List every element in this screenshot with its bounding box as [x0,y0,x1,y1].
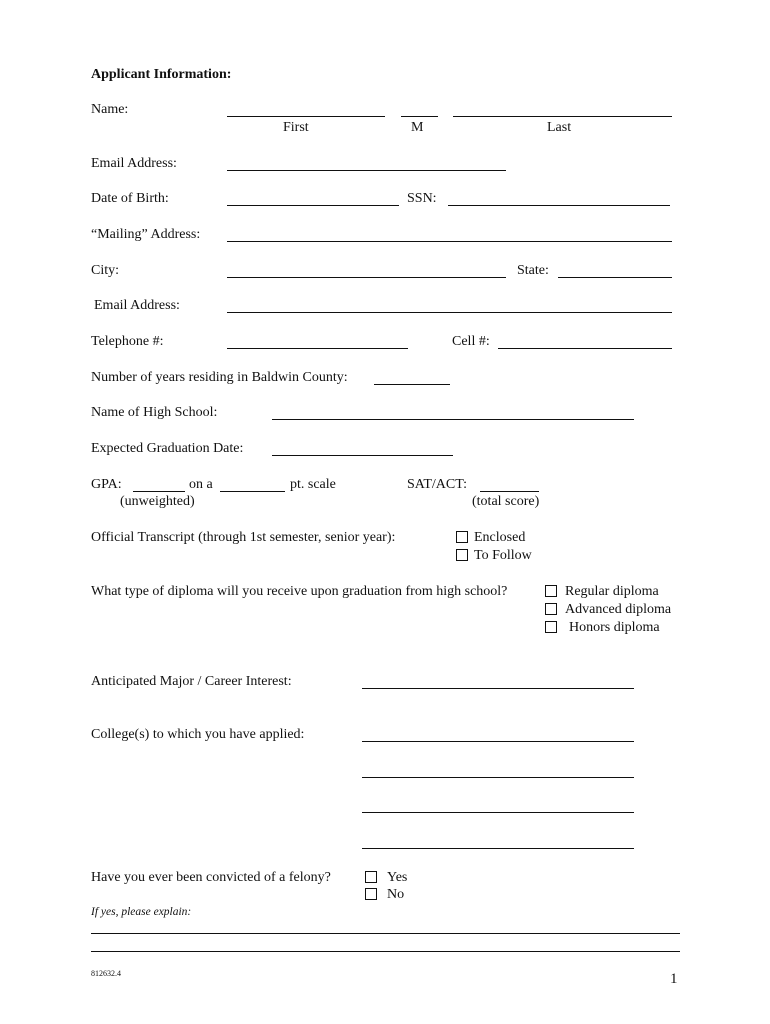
transcript-label: Official Transcript (through 1st semester, senior year): [91,530,396,545]
middle-initial-field[interactable] [401,116,438,117]
dob-label: Date of Birth: [91,191,169,206]
felony-explain-label: If yes, please explain: [91,906,192,918]
gpa-field[interactable] [133,491,185,492]
felony-yes-label: Yes [387,870,408,885]
state-label: State: [517,263,549,278]
colleges-label: College(s) to which you have applied: [91,727,305,742]
diploma-advanced-label: Advanced diploma [565,602,672,617]
cell-field[interactable] [498,348,672,349]
major-label: Anticipated Major / Career Interest: [91,674,292,689]
page-number: 1 [670,971,678,987]
email-label: Email Address: [91,156,177,171]
graduation-date-field[interactable] [272,455,453,456]
cell-label: Cell #: [452,334,490,349]
email-field[interactable] [227,170,506,171]
college-field-2[interactable] [362,777,634,778]
middle-caption: M [411,120,424,135]
email-label-2: Email Address: [94,298,180,313]
last-caption: Last [547,120,572,135]
years-baldwin-label: Number of years residing in Baldwin County: [91,370,348,385]
first-name-field[interactable] [227,116,385,117]
felony-yes-checkbox[interactable] [365,871,377,883]
high-school-field[interactable] [272,419,634,420]
gpa-unweighted-caption: (unweighted) [120,494,195,509]
ssn-field[interactable] [448,205,670,206]
total-score-caption: (total score) [472,494,540,509]
gpa-label: GPA: [91,477,122,492]
felony-no-checkbox[interactable] [365,888,377,900]
telephone-label: Telephone #: [91,334,164,349]
section-title: Applicant Information: [91,67,232,82]
felony-label: Have you ever been convicted of a felony? [91,870,331,885]
telephone-field[interactable] [227,348,408,349]
dob-field[interactable] [227,205,399,206]
years-baldwin-field[interactable] [374,384,450,385]
gpa-scale-label: pt. scale [290,477,336,492]
transcript-to-follow-label: To Follow [474,548,532,563]
high-school-label: Name of High School: [91,405,218,420]
email-field-2[interactable] [227,312,672,313]
mailing-address-label: “Mailing” Address: [91,227,201,242]
transcript-to-follow-checkbox[interactable] [456,549,468,561]
gpa-scale-field[interactable] [220,491,285,492]
mailing-address-field[interactable] [227,241,672,242]
felony-explain-field-2[interactable] [91,951,680,952]
college-field-1[interactable] [362,741,634,742]
transcript-enclosed-checkbox[interactable] [456,531,468,543]
diploma-regular-checkbox[interactable] [545,585,557,597]
city-label: City: [91,263,120,278]
state-field[interactable] [558,277,672,278]
felony-no-label: No [387,887,405,902]
college-field-4[interactable] [362,848,634,849]
transcript-enclosed-label: Enclosed [474,530,526,545]
diploma-advanced-checkbox[interactable] [545,603,557,615]
sat-act-label: SAT/ACT: [407,477,467,492]
diploma-honors-label: Honors diploma [569,620,660,635]
ssn-label: SSN: [407,191,437,206]
first-caption: First [283,120,309,135]
name-label: Name: [91,102,129,117]
diploma-label: What type of diploma will you receive upon graduation from high school? [91,584,508,599]
diploma-regular-label: Regular diploma [565,584,659,599]
graduation-date-label: Expected Graduation Date: [91,441,244,456]
felony-explain-field-1[interactable] [91,933,680,934]
city-field[interactable] [227,277,506,278]
document-id: 812632.4 [91,969,121,978]
college-field-3[interactable] [362,812,634,813]
last-name-field[interactable] [453,116,672,117]
gpa-on-a: on a [189,477,213,492]
major-field[interactable] [362,688,634,689]
diploma-honors-checkbox[interactable] [545,621,557,633]
sat-act-field[interactable] [480,491,539,492]
